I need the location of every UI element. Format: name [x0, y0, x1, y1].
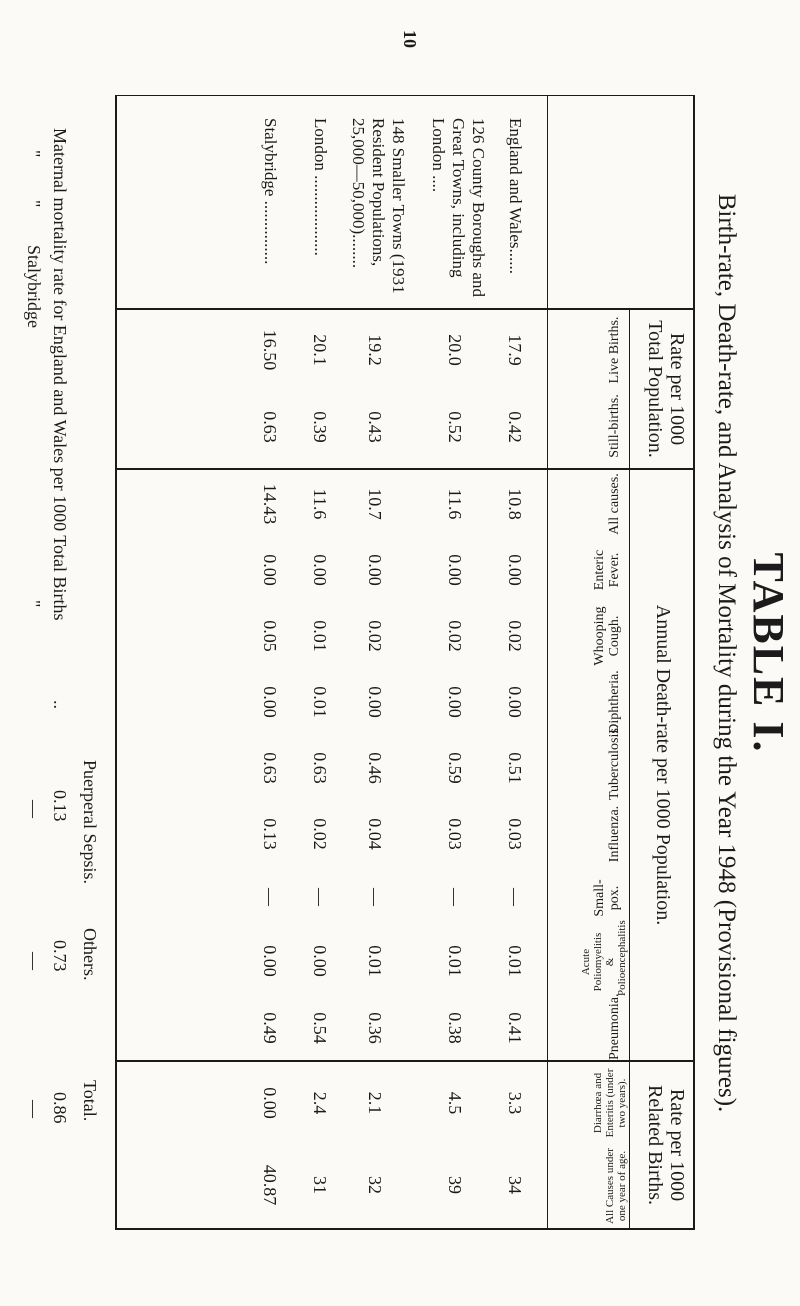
table-cell: 14.43: [260, 483, 280, 525]
table-cell: 10.7: [365, 488, 385, 520]
table-cell: —: [310, 888, 330, 906]
table-cell: 11.6: [310, 488, 330, 520]
table-cell: 0.00: [310, 945, 330, 977]
table-subtitle: Birth-rate, Death-rate, and Analysis of Mortality during the Year 1948 (Provisional figures).: [713, 193, 740, 1113]
table-cell: —: [505, 888, 525, 906]
column-header-enteric-fever: Enteric Fever.: [592, 549, 622, 591]
group-header-population: Rate per 1000 Total Population.: [644, 320, 688, 458]
column-header-all-causes: All causes.: [607, 473, 622, 535]
table-cell: 0.00: [260, 945, 280, 977]
table-cell: 2.4: [310, 1091, 330, 1115]
table-cell: 32: [365, 1176, 385, 1194]
table-cell: 40.87: [260, 1164, 280, 1206]
table-cell: 0.13: [260, 818, 280, 850]
table-cell: 0.02: [445, 620, 465, 652]
table-cell: 0.43: [365, 411, 385, 443]
table-cell: 20.1: [310, 334, 330, 366]
group3-rule: [629, 1062, 630, 1228]
table-cell: 16.50: [260, 329, 280, 371]
table-cell: 0.63: [260, 752, 280, 784]
table-cell: 0.02: [365, 620, 385, 652]
column-header-influenza: Influenza.: [607, 805, 622, 863]
table-cell: 0.46: [365, 752, 385, 784]
column-header-diphtheria: Diphtheria.: [607, 670, 622, 734]
table-cell: 0.00: [365, 686, 385, 718]
table-cell: 0.05: [260, 620, 280, 652]
table-cell: 0.02: [310, 818, 330, 850]
maternal-total-value: 0.86: [50, 1092, 70, 1124]
row-label-london: London ...................: [311, 118, 330, 256]
group-header-related-births: Rate per 1000 Related Births.: [644, 1085, 688, 1205]
footer-heading-others: Others.: [80, 928, 100, 981]
stalybridge-others-value: —: [24, 952, 44, 970]
table-cell: —: [445, 888, 465, 906]
column-header-whooping-cough: Whooping Cough.: [592, 606, 622, 666]
stub-divider: [115, 308, 695, 310]
group-divider-2: [115, 1060, 695, 1062]
maternal-puerperal-value: 0.13: [50, 790, 70, 822]
table-cell: 0.42: [505, 411, 525, 443]
table-cell: 0.00: [505, 686, 525, 718]
footer-heading-total: Total.: [80, 1080, 100, 1122]
footer-heading-puerperal: Puerperal Sepsis.: [80, 760, 100, 884]
table-cell: —: [260, 888, 280, 906]
stalybridge-total-value: —: [24, 1100, 44, 1118]
column-header-tuberculosis: Tuberculosis.: [607, 724, 622, 800]
maternal-others-value: 0.73: [50, 940, 70, 972]
maternal-mortality-label: Maternal mortality rate for England and Wales per 1000 Total Births: [50, 128, 70, 621]
stalybridge-puerperal-value: —: [24, 800, 44, 818]
table-cell: 0.01: [365, 945, 385, 977]
table-cell: 0.38: [445, 1012, 465, 1044]
column-header-still-births: Still-births.: [607, 394, 622, 458]
table-cell: —: [365, 888, 385, 906]
table-right-edge: [115, 1228, 695, 1230]
table-cell: 0.00: [260, 1087, 280, 1119]
table-cell: 0.01: [310, 620, 330, 652]
table-cell: 0.63: [260, 411, 280, 443]
table-left-edge: [115, 95, 695, 96]
table-cell: 0.00: [310, 554, 330, 586]
table-cell: 0.00: [445, 554, 465, 586]
group-divider-1: [115, 468, 695, 470]
table-cell: 20.0: [445, 334, 465, 366]
column-header-infant-mortality: All Causes under one year of age.: [604, 1148, 628, 1224]
table-cell: 0.02: [505, 620, 525, 652]
table-cell: 0.00: [260, 554, 280, 586]
table-cell: 39: [445, 1176, 465, 1194]
row-label-county-boroughs: 126 County Boroughs and Great Towns, including London ....: [429, 118, 488, 297]
table-cell: 0.00: [505, 554, 525, 586]
table-cell: 0.04: [365, 818, 385, 850]
ditto-mark-3: ": [24, 600, 44, 608]
table-cell: 0.01: [310, 686, 330, 718]
table-cell: 4.5: [445, 1091, 465, 1115]
row-label-smaller-towns: 148 Smaller Towns (1931 Resident Populations, 25,000—50,000)........: [349, 118, 408, 294]
table-cell: 0.00: [365, 554, 385, 586]
table-cell: 10.8: [505, 488, 525, 520]
ditto-mark-1: ": [24, 150, 44, 158]
table-cell: 0.59: [445, 752, 465, 784]
stalybridge-footer-label: Stalybridge: [24, 245, 44, 328]
table-cell: 31: [310, 1176, 330, 1194]
column-header-pneumonia: Pneumonia.: [607, 993, 622, 1060]
table-cell: 0.41: [505, 1012, 525, 1044]
table-cell: 17.9: [505, 334, 525, 366]
table-cell: 0.51: [505, 752, 525, 784]
table-cell: 0.01: [445, 945, 465, 977]
group-header-death-rate: Annual Death-rate per 1000 Population.: [652, 604, 674, 926]
table-cell: 19.2: [365, 334, 385, 366]
table-cell: 0.63: [310, 752, 330, 784]
group2-rule: [629, 470, 630, 1060]
table-cell: 11.6: [445, 488, 465, 520]
table-cell: 0.03: [445, 818, 465, 850]
table-cell: 0.52: [445, 411, 465, 443]
group1-rule: [629, 310, 630, 468]
table-cell: 3.3: [505, 1091, 525, 1115]
table-cell: 0.00: [260, 686, 280, 718]
table-cell: 0.39: [310, 411, 330, 443]
table-cell: 0.54: [310, 1012, 330, 1044]
row-label-england-wales: England and Wales......: [506, 118, 525, 275]
page-number: 10: [400, 30, 420, 48]
ditto-mark-2: ": [24, 200, 44, 208]
column-header-poliomyelitis: Acute Poliomyelitis & Polioencephalitis: [580, 920, 628, 996]
table-title: TABLE I.: [744, 552, 793, 754]
row-label-stalybridge: Stalybridge ...............: [261, 118, 280, 265]
table-cell: 2.1: [365, 1091, 385, 1115]
table-cell: 0.01: [505, 945, 525, 977]
table-cell: 34: [505, 1176, 525, 1194]
table-cell: 0.03: [505, 818, 525, 850]
column-header-live-births: Live Births.: [607, 316, 622, 384]
maternal-mortality-dots: ..: [50, 700, 70, 709]
table-cell: 0.36: [365, 1012, 385, 1044]
table-cell: 0.00: [445, 686, 465, 718]
column-header-small-pox: Small-pox.: [592, 879, 622, 917]
table-cell: 0.49: [260, 1012, 280, 1044]
column-header-diarrhoea: Diarrhœa and Enteritis (under two years).: [592, 1068, 628, 1138]
